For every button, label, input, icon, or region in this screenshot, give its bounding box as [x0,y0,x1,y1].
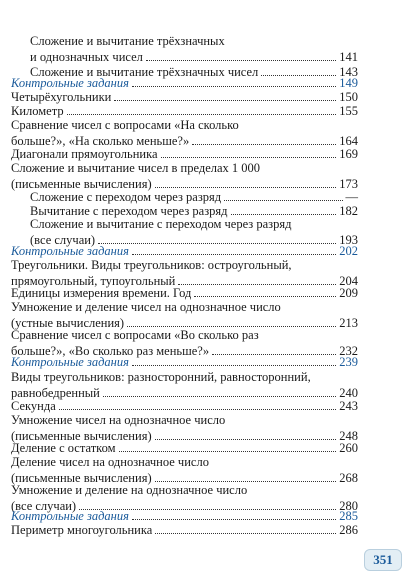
toc-page-number: 149 [339,76,358,90]
dot-leader [161,157,337,158]
toc-entry-title: (письменные вычисления) [11,470,152,485]
dot-leader [155,533,336,534]
dot-leader [231,214,337,215]
toc-entry-title: (все случаи) [11,498,77,513]
toc-entry-title: Четырёхугольники [11,90,112,104]
dot-leader [103,396,336,397]
toc-entry-title: Контрольные задания [11,509,129,523]
toc-entry-title: Секунда [11,399,56,413]
toc-entry-title: Вычитание с переходом через разряд [30,204,228,218]
toc-entry-title: равнобедренный [11,385,100,400]
toc-page-number: 285 [339,509,358,523]
toc-entry-title: больше?», «На сколько меньше?» [11,133,190,148]
toc-page-number: 155 [339,104,358,118]
dot-leader [155,481,337,482]
toc-entry-title: прямоугольный, тупоугольный [11,273,176,288]
toc-page-number: 268 [339,470,358,485]
toc-entry-title: Километр [11,104,64,118]
dot-leader [155,439,337,440]
toc-entry-title: Деление с остатком [11,441,116,455]
toc-entry-title: Виды треугольников: разносторонний, равносторонний, [11,370,311,384]
toc-entry-title: Контрольные задания [11,355,129,369]
toc-page-number: 143 [339,65,358,79]
toc-page-number: 286 [339,523,358,537]
toc-entry-title: Умножение чисел на однозначное число [11,413,226,427]
toc-page-number: 239 [339,355,358,369]
toc-page-number: 240 [339,385,358,400]
toc-entry-title: Сложение и вычитание с переходом через разряд [30,217,292,231]
toc-entry-title: Деление чисел на однозначное число [11,455,209,469]
toc-page-number: 150 [339,90,358,104]
toc-entry-title: Диагонали прямоугольника [11,147,158,161]
toc-page-number: 202 [339,244,358,258]
page-number-badge: 351 [364,549,402,571]
toc-entry [11,523,358,539]
toc-entry-title: Сравнение чисел с вопросами «Во сколько раз [11,328,259,342]
toc-entry [11,161,358,192]
dot-leader [132,86,336,87]
toc-entry-title: Сравнение чисел с вопросами «На сколько [11,118,239,132]
dot-leader [119,451,337,452]
toc-entry-title: Сложение и вычитание трёхзначных [30,34,225,48]
toc-page-number: 173 [339,176,358,191]
toc-page-number: 193 [339,232,358,247]
toc-page-number: 280 [339,498,358,513]
dot-leader [127,326,336,327]
dot-leader [192,144,336,145]
dot-leader [67,114,337,115]
toc-entry-title: (письменные вычисления) [11,176,152,191]
dot-leader [155,187,337,188]
toc-entry [30,34,358,65]
toc-entry [11,455,358,486]
toc-entry-title: Сложение и вычитание трёхзначных чисел [30,65,259,79]
toc-entry [11,300,358,331]
toc-entry-title: Сложение и вычитание чисел в пределах 1 000 [11,161,261,175]
toc-page-number: 243 [339,399,358,413]
toc-page-number: 260 [339,441,358,455]
toc-page-number: 169 [339,147,358,161]
toc-page-number: 204 [339,273,358,288]
dot-leader [114,100,336,101]
dot-leader [146,60,336,61]
dot-leader [132,519,336,520]
toc-page-number: 232 [339,343,358,358]
dot-leader [59,409,336,410]
toc-page-number: 141 [339,49,358,64]
toc-page-number: 164 [339,133,358,148]
dot-leader [178,284,336,285]
dot-leader [132,365,336,366]
toc-entry-title: (все случаи) [30,232,96,247]
toc-page-number: 209 [339,286,358,300]
toc-entry [11,118,358,149]
toc-entry-title: Контрольные задания [11,244,129,258]
toc-entry-title: Контрольные задания [11,76,129,90]
dot-leader [224,200,342,201]
toc-page-number: 248 [339,428,358,443]
toc-page-number: — [345,190,358,204]
toc-entry-title: Умножение и деление на однозначное число [11,483,248,497]
toc-page-number: 182 [339,204,358,218]
toc-entry-title: больше?», «Во сколько раз меньше?» [11,343,210,358]
dot-leader [132,254,336,255]
dot-leader [194,296,336,297]
toc-entry-title: (устные вычисления) [11,315,125,330]
toc-entry-title: Единицы измерения времени. Год [11,286,192,300]
toc-entry-control-tasks [11,355,358,371]
toc-entry [11,370,358,401]
toc-entry-title: Треугольники. Виды треугольников: остроугольный, [11,258,292,272]
toc-page-number: 213 [339,315,358,330]
toc-entry-title: Периметр многоугольника [11,523,153,537]
toc-entry-title: (письменные вычисления) [11,428,152,443]
toc-entry [11,413,358,444]
toc-entry-title: и однозначных чисел [30,49,143,64]
toc-entry [11,258,358,289]
toc-entry-title: Умножение и деление чисел на однозначное число [11,300,281,314]
toc-entry-title: Сложение с переходом через разряд [30,190,222,204]
